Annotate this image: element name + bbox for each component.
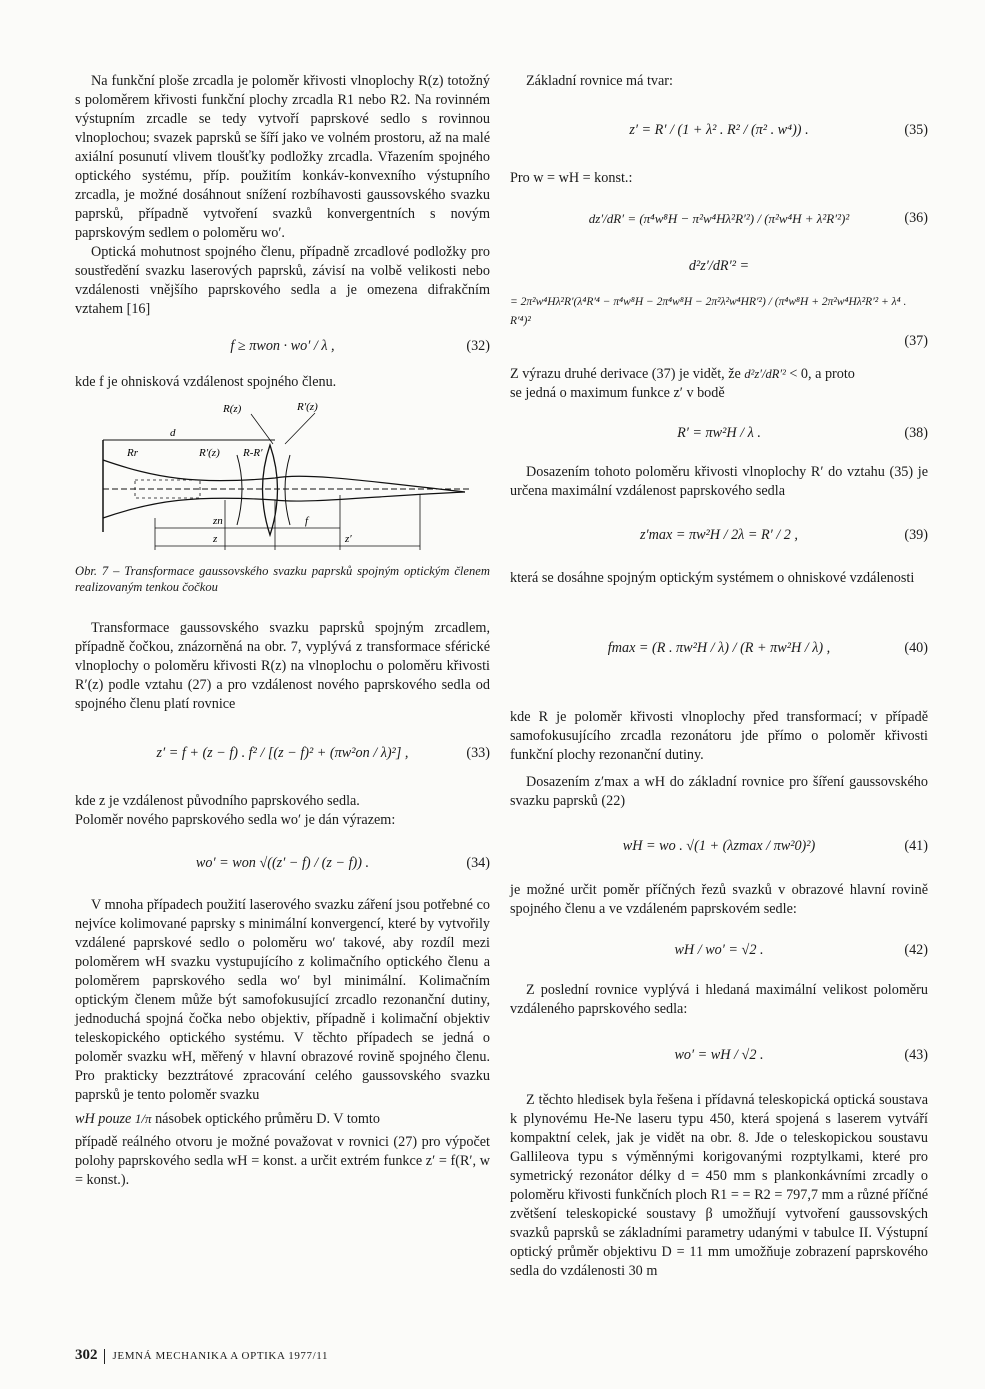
equation-number: (34) [466,854,490,871]
equation-number: (43) [904,1046,928,1063]
page-number: 302 [75,1347,98,1363]
equation-number: (41) [904,837,928,854]
label-R-z: R(z) [223,403,242,415]
figure-7 [75,400,490,558]
equation-number: (33) [466,744,490,761]
page-footer [75,1345,328,1366]
paragraph: V mnoha případech použití laserového svazku záření jsou potřebné co nejvíce kolimované paprsky s minimální konvergencí, které by vytvořily vzdálené paprskové sedlo o poloměru wo′ takové, aby rozdíl mezi poloměrem wH svazku vystupujícího z kolimačního optického členu a poloměrem paprskového sedla wo′ byl minimální. Kolimačním optickým členem může být samofokusující zrcadlo rezonanční dutiny, jednoduchá spojná čočka nebo objektiv, případně i kolimační objektiv teleskopického optického systému. V těchto případech se jedná o poloměr svazku wH, měřený v hlavní obrazové rovině spojného členu. Pro prakticky bezztrátové zpracování celého gaussovského svazku paprsků je tento poloměr svazku [75,897,490,1103]
wavefront [285,455,290,525]
equation-number: (42) [904,941,928,958]
label-Rr: Rr [127,447,138,459]
equation-37-lhs [510,248,928,284]
label-R-prime-z: R′(z) [297,401,318,413]
text-run: wH pouze [75,1111,132,1127]
figure-caption: Obr. 7 – Transformace gaussovského svazku paprsků spojným optickým členem realizovaným tenkou čočkou [75,564,490,594]
paragraph-inline-fraction [510,365,928,384]
equation-number: (38) [904,424,928,441]
equation-42 [510,927,928,973]
equation-body: wH = wo . √(1 + (λzmax / πw²0)²) [622,837,816,854]
paragraph: je možné určit poměr příčných řezů svazků v obrazové hlavní rovině spojného členu a ve vzdáleném paprskovém sedle: [510,882,928,917]
equation-34 [75,838,490,888]
label-z-prime: z′ [345,533,352,545]
equation-38 [510,411,928,455]
inline-fraction: d²z′/dR′² [744,367,786,381]
equation-43 [510,1027,928,1083]
text-run: < 0, a proto [789,366,855,382]
equation-body: R′ = πw²H / λ . [677,424,761,441]
journal-name: JEMNÁ MECHANIKA A OPTIKA 1977/11 [112,1350,329,1362]
inline-fraction: 1/π [134,1111,152,1126]
equation-40 [510,596,928,700]
equation-number: (37) [904,333,928,349]
paragraph: případě reálného otvoru je možné považovat v rovnici (27) pro výpočet polohy paprskového sedla wH = konst. a určit extrém funkce z′ = f(R′, w = konst.). [75,1134,490,1188]
equation-36 [510,196,928,240]
beam-transformation-diagram [75,400,490,558]
paragraph: Základní rovnice má tvar: [526,73,673,89]
equation-number: (39) [904,526,928,543]
equation-body: dz′/dR′ = (π⁴w⁸H − π²w⁴Hλ²R′²) / (π²w⁴H + λ²R′²)² [588,210,850,226]
label-R-minus-R-prime: R-R′ [243,447,263,459]
equation-35 [510,99,928,161]
equation-body: = 2π²w⁴Hλ²R′(λ⁴R′⁴ − π⁴w⁸H − 2π⁴w⁸H − 2π²λ²w⁴HR′²) / (π⁴w⁸H + 2π²w⁴Hλ²R′² + λ⁴ . R′⁴)² [510,296,907,327]
paragraph: kde f je ohnisková vzdálenost spojného členu. [75,374,337,390]
label-d: d [170,427,176,439]
equation-body: z′ = f + (z − f) . f² / [(z − f)² + (πw²on / λ)²] , [156,744,409,761]
paragraph: kde z je vzdálenost původního paprskového sedla. [75,793,360,809]
label-f: f [305,515,309,527]
equation-body: f ≥ πwon · wo′ / λ , [230,337,335,354]
beam-lower [103,492,465,518]
label-z: z [213,533,218,545]
equation-number: (35) [904,121,928,138]
paragraph: Poloměr nového paprskového sedla wo′ je dán výrazem: [75,812,396,828]
paragraph: kde R je poloměr křivosti vlnoplochy před transformací; v případě samofokusujícího zrcadla rezonátoru jde přímo o poloměr křivosti funkční plochy rezonanční dutiny. [510,709,928,763]
paragraph: Z těchto hledisek byla řešena i přídavná teleskopická optická soustava k plynovému He-Ne laseru typu 450, která spojená s laserem vytváří kompaktní celek, jak je vidět na obr. 8. Jde o teleskopickou soustavu Gallileova typu s výměnnými korigovanými rozptylkami, které pro symetrický rezonátor délky d = 450 mm s plankonkávními zrcadly o poloměru křivosti funkčních ploch R1 = = R2 = 797,7 mm a různé příčné zvětšení teleskopické soustavy β umožňují vytvoření gaussovských svazků paprsků se základními parametry udanými v tabulce II. Výstupní optický průměr objektivu D = 11 mm umožňuje zobrazení paprskového sedla do vzdálenosti 30 m [510,1092,928,1279]
leader-line [285,413,315,444]
equation-body: wH / wo′ = √2 . [674,941,764,958]
equation-37 [510,292,928,332]
equation-body: wo′ = wH / √2 . [674,1046,764,1063]
paragraph: Pro w = wH = konst.: [510,170,633,186]
equation-number: (36) [904,209,928,226]
text-run: Z výrazu druhé derivace (37) je vidět, že [510,366,741,382]
equation-32 [75,327,490,365]
left-column [75,72,490,1190]
paragraph: Dosazením z′max a wH do základní rovnice pro šíření gaussovského svazku paprsků (22) [510,774,928,809]
paragraph: Dosazením tohoto poloměru křivosti vlnoplochy R′ do vztahu (35) je určena maximální vzdálenost paprskového sedla [510,464,928,499]
equation-body: z′ = R′ / (1 + λ² . R² / (π² . w⁴)) . [629,121,809,138]
equation-body: wo′ = won √((z′ − f) / (z − f)) . [195,854,370,871]
equation-body: fmax = (R . πw²H / λ) / (R + πw²H / λ) , [607,639,831,656]
text-run: násobek optického průměru D. V tomto [155,1111,380,1127]
paragraph: se jedná o maximum funkce z′ v bodě [510,385,725,401]
equation-41 [510,819,928,873]
label-R-prime-z-inner: R′(z) [199,447,220,459]
right-column [510,72,928,1281]
equation-number: (32) [466,337,490,354]
equation-body: d²z′/dR′² = [688,257,750,274]
beam-upper [103,460,465,492]
equation-body: z′max = πw²H / 2λ = R′ / 2 , [640,526,798,543]
label-zn: zn [213,515,223,527]
paragraph: Z poslední rovnice vyplývá i hledaná maximální velikost poloměru vzdáleného paprskového sedla: [510,982,928,1017]
paragraph-inline-fraction [75,1109,490,1129]
equation-33 [75,722,490,784]
paragraph: Na funkční ploše zrcadla je poloměr křivosti vlnoplochy R(z) totožný s poloměrem křivosti funkční plochy zrcadla R1 nebo R2. Na rovinném výstupním zrcadle se tedy vytvoří paprskové sedlo s rovinnou vlnoplochou; svazek paprsků se šíří jako ve volném prostoru, až na malé axiální posunutí vlivem tloušťky podložky zrcadla. Vřazením spojného optického systému, příp. použitím konkáv-konvexního výstupního zrcadla, je možné dosáhnout snížení rozbíhavosti gaussovského svazku paprsků, případně vytvoření svazků konvergentních s novým paprskovým sedlem o poloměru wo′. [75,73,490,241]
paragraph: která se dosáhne spojným optickým systémem o ohniskové vzdálenosti [510,570,915,586]
equation-39 [510,509,928,561]
paragraph: Transformace gaussovského svazku paprsků spojným zrcadlem, případně čočkou, znázorněná na obr. 7, vyplývá z transformace sférické vlnoplochy o poloměru křivosti R(z) na vlnoplochu o poloměru křivosti R′(z) podle vztahu (27) a pro vzdálenost nového paprskového sedla od spojného členu platí rovnice [75,620,490,712]
paragraph: Optická mohutnost spojného členu, případně zrcadlové podložky pro soustředění svazku laserových paprsků, závisí na volbě velikosti nebo vzdálenosti vnějšího paprskového sedla a je omezena difrakčním vztahem [16] [75,244,490,317]
wavefront [237,455,242,525]
footer-divider [104,1349,105,1364]
equation-number: (40) [904,639,928,656]
